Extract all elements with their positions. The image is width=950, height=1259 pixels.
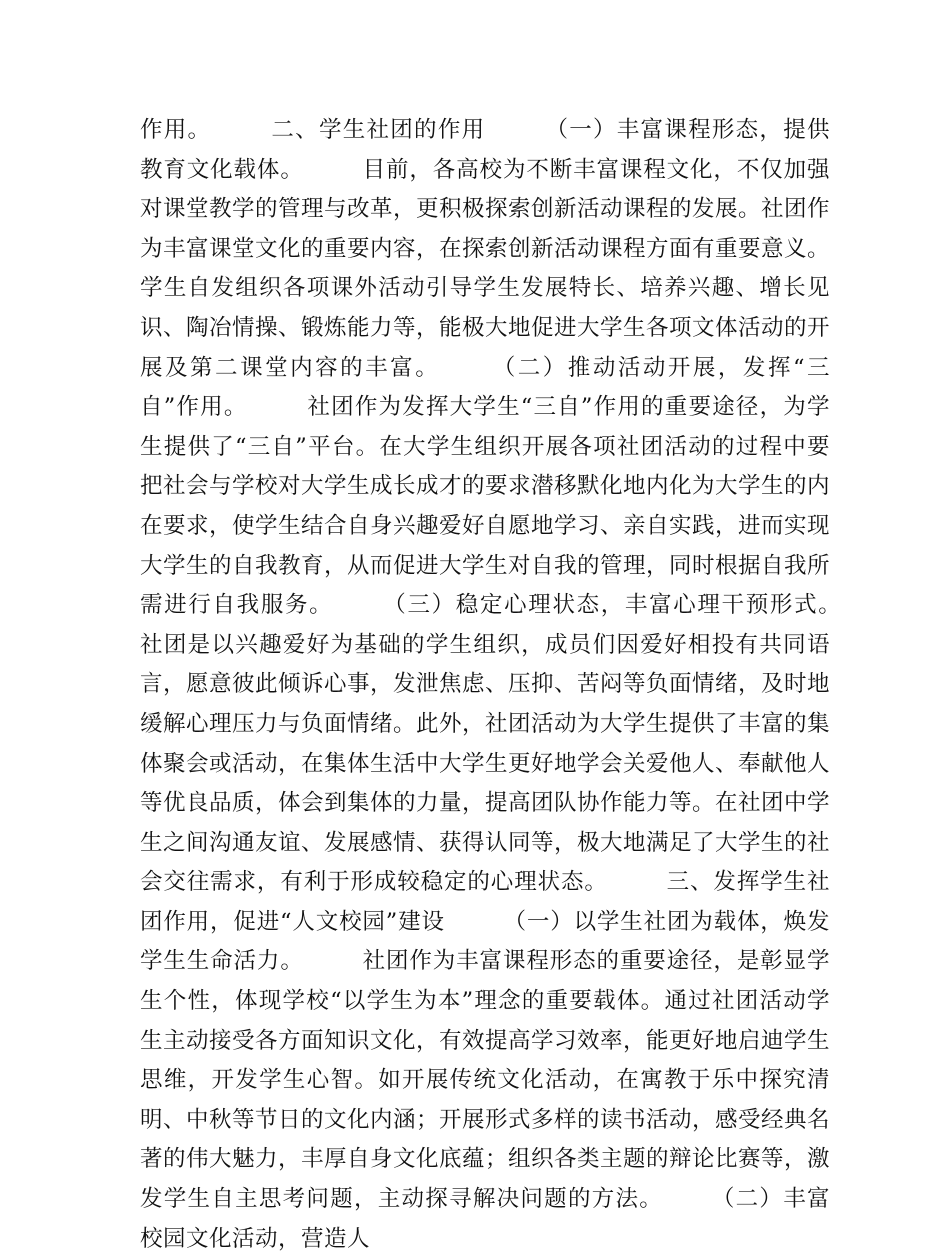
body-paragraph: 作用。 二、学生社团的作用 （一）丰富课程形态，提供教育文化载体。 目前，各高校为不断丰富课程文化，不仅加强对课堂教学的管理与改革，更积极探索创新活动课程的发展。社团作为丰富课堂文化的重要内容，在探索创新活动课程方面有重要意义。学生自发组织各项课外活动引导学生发展特长、培养兴趣、增长见识、陶冶情操、锻炼能力等，能极大地促进大学生各项文体活动的开展及第二课堂内容的丰富。 （二）推动活动开展，发挥“三自”作用。 社团作为发挥大学生“三自”作用的重要途径，为学生提供了“三自”平台。在大学生组织开展各项社团活动的过程中要把社会与学校对大学生成长成才的要求潜移默化地内化为大学生的内在要求，使学生结合自身兴趣爱好自愿地学习、亲自实践，进而实现大学生的自我教育，从而促进大学生对自我的管理，同时根据自我所需进行自我服务。 （三）稳定心理状态，丰富心理干预形式。 社团是以兴趣爱好为基础的学生组织，成员们因爱好相投有共同语言，愿意彼此倾诉心事，发泄焦虑、压抑、苦闷等负面情绪，及时地缓解心理压力与负面情绪。此外，社团活动为大学生提供了丰富的集体聚会或活动，在集体生活中大学生更好地学会关爱他人、奉献他人等优良品质，体会到集体的力量，提高团队协作能力等。在社团中学生之间沟通友谊、发展感情、获得认同等，极大地满足了大学生的社会交往需求，有利于形成较稳定的心理状态。 三、发挥学生社团作用，促进“人文校园”建设 （一）以学生社团为载体，焕发学生生命活力。 社团作为丰富课程形态的重要途径，是彰显学生个性，体现学校“以学生为本”理念的重要载体。通过社团活动学生主动接受各方面知识文化，有效提高学习效率，能更好地启迪学生思维，开发学生心智。如开展传统文化活动，在寓教于乐中探究清明、中秋等节日的文化内涵；开展形式多样的读书活动，感受经典名著的伟大魅力，丰厚自身文化底蕴；组织各类主题的辩论比赛等，激发学生自主思考问题，主动探寻解决问题的方法。 （二）丰富校园文化活动，营造人: [140, 117, 900, 1252]
